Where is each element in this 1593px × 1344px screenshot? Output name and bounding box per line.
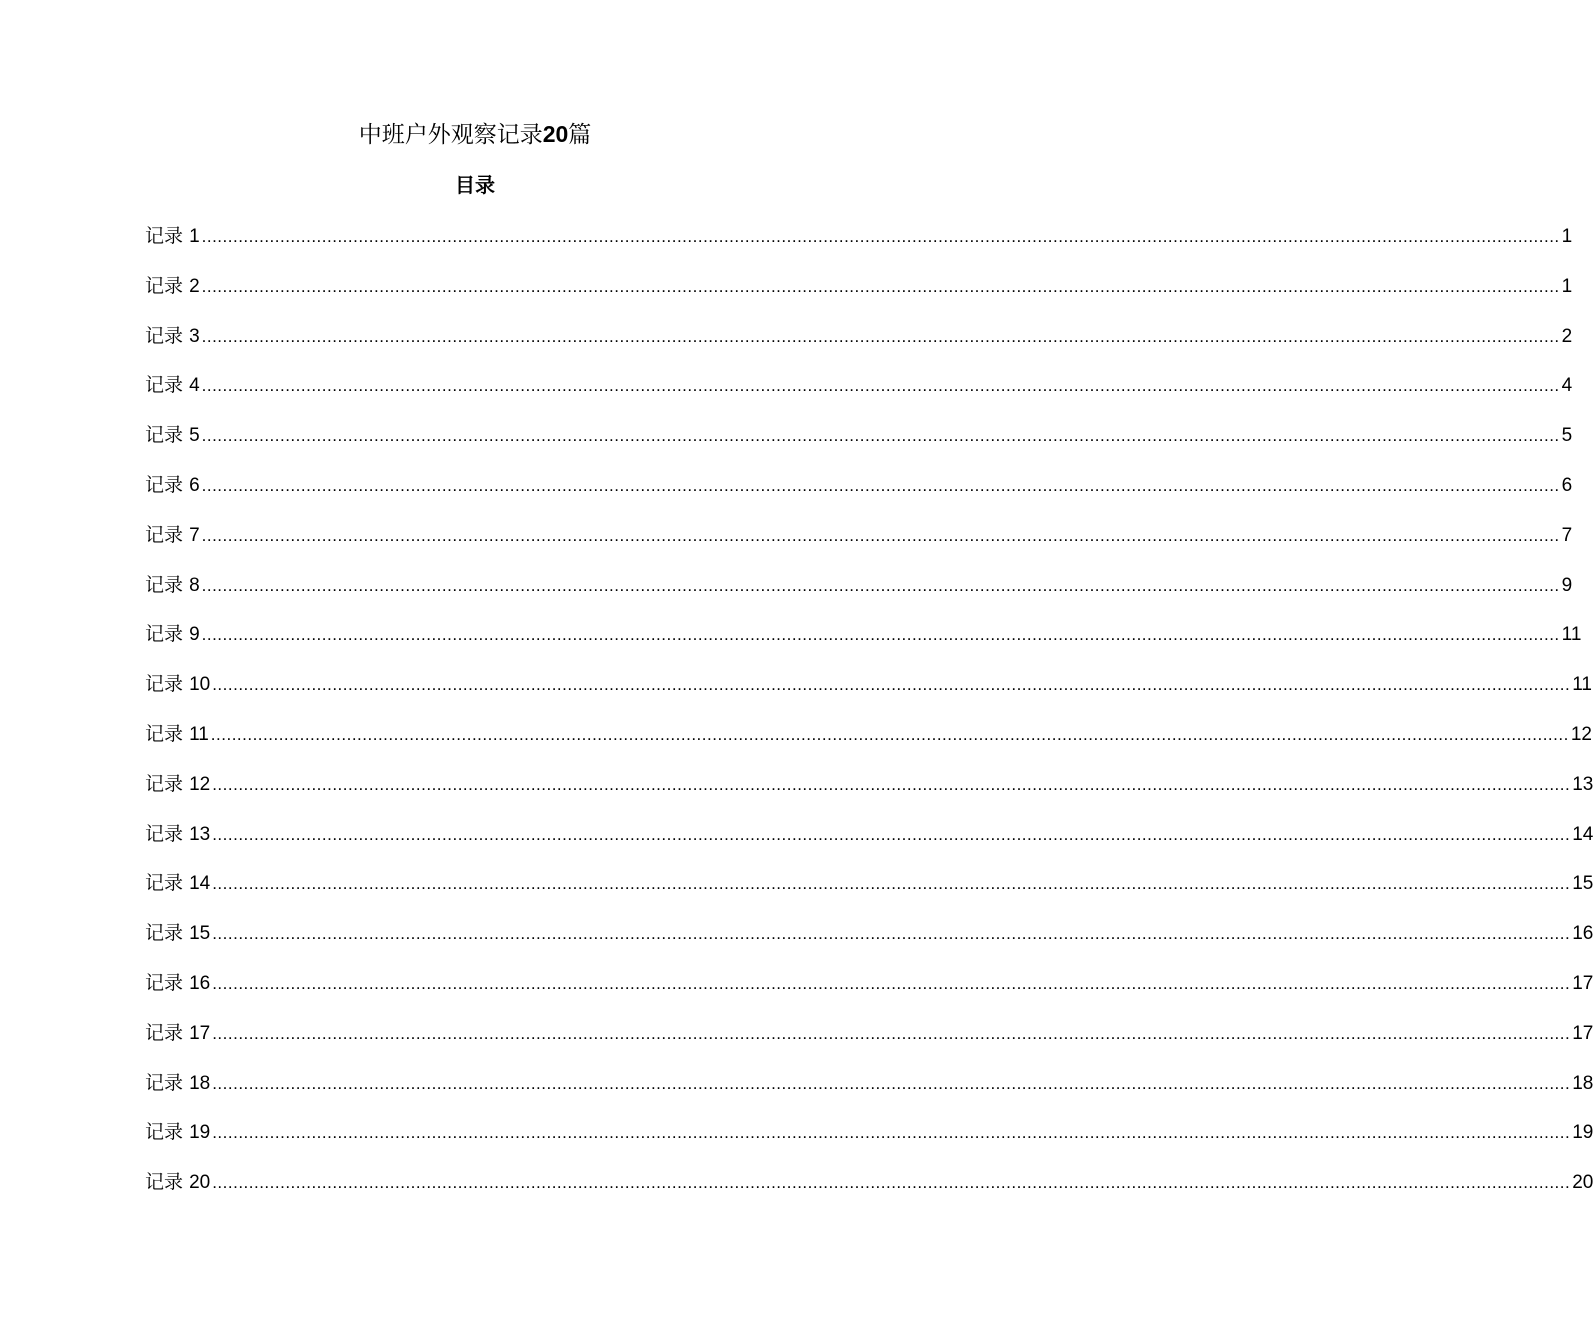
toc-entry-label-text: 记录 [145,573,184,596]
document-title [0,118,950,151]
toc-entry-page-number[interactable]: 11 [1561,624,1582,646]
toc-entry-label-text: 记录 [145,922,184,945]
toc-entry-label[interactable] [145,719,209,750]
toc-entry[interactable] [145,1068,1593,1118]
toc-entry-number: 14 [189,873,211,895]
toc-dot-leader: .................................................................................................................................................................................................................................................................... [201,575,1560,595]
toc-dot-leader: .................................................................................................................................................................................................................................................................... [201,227,1560,246]
toc-entry[interactable] [145,470,1573,520]
toc-entry-label-text: 记录 [145,623,184,646]
toc-entry-label[interactable] [145,619,200,650]
toc-entry[interactable] [145,1018,1593,1068]
toc-dot-leader: .................................................................................................................................................................................................................................................................... [210,724,1569,744]
toc-dot-leader: .................................................................................................................................................................................................................................................................... [201,276,1560,296]
toc-dot-leader: .................................................................................................................................................................................................................................................................... [212,1023,1571,1043]
toc-entry-number: 16 [189,972,211,994]
toc-entry-label-text: 记录 [145,673,184,696]
toc-entry[interactable] [145,619,1582,669]
toc-entry-label[interactable] [145,420,200,451]
toc-entry-number: 15 [189,923,211,945]
toc-entry-label-text: 记录 [145,1171,184,1194]
toc-entry-page-number[interactable]: 4 [1561,375,1573,397]
toc-entry-label-text: 记录 [145,772,184,795]
toc-dot-leader: .................................................................................................................................................................................................................................................................... [201,376,1560,396]
toc-entry[interactable] [145,221,1573,271]
toc-entry-label-text: 记录 [145,1071,184,1094]
toc-entry[interactable] [145,918,1593,968]
toc-entry-label[interactable] [145,570,200,601]
toc-entry[interactable] [145,868,1593,918]
toc-entry-page-number[interactable]: 2 [1561,325,1573,347]
toc-entry-page-number[interactable]: 7 [1561,524,1573,546]
toc-entry-label-text: 记录 [145,424,184,447]
toc-entry-number: 10 [189,674,211,696]
toc-entry-label-text: 记录 [145,523,184,546]
toc-entry[interactable] [145,570,1573,620]
toc-entry-number: 11 [189,723,209,745]
toc-entry-label[interactable] [145,1167,210,1198]
toc-entry-label[interactable] [145,271,200,302]
table-of-contents [145,221,1593,1217]
toc-entry-page-number[interactable]: 17 [1572,972,1593,994]
toc-entry-page-number[interactable]: 16 [1572,923,1593,945]
toc-entry-number: 20 [189,1172,211,1194]
toc-entry-label-text: 记录 [145,473,184,496]
toc-entry-page-number[interactable]: 14 [1572,823,1593,845]
toc-entry-label[interactable] [145,769,210,800]
toc-entry-number: 5 [189,425,200,447]
toc-entry[interactable] [145,1167,1593,1217]
toc-entry-page-number[interactable]: 19 [1572,1122,1593,1144]
toc-entry[interactable] [145,819,1593,869]
toc-entry-label[interactable] [145,669,210,700]
toc-entry-number: 7 [189,524,200,546]
toc-entry-number: 2 [189,275,200,297]
toc-entry[interactable] [145,370,1573,420]
toc-entry-label[interactable] [145,819,210,850]
toc-dot-leader: .................................................................................................................................................................................................................................................................... [201,475,1560,495]
toc-entry-number: 3 [189,325,200,347]
toc-entry-page-number[interactable]: 13 [1572,773,1593,795]
toc-entry[interactable] [145,719,1592,769]
toc-entry-number: 1 [189,226,200,247]
title-suffix: 篇 [568,122,592,148]
toc-entry-label[interactable] [145,1068,210,1099]
toc-entry-label-text: 记录 [145,971,184,994]
toc-dot-leader: .................................................................................................................................................................................................................................................................... [212,874,1571,894]
toc-dot-leader: .................................................................................................................................................................................................................................................................... [212,675,1571,695]
toc-entry-page-number[interactable]: 15 [1572,873,1593,895]
toc-entry-page-number[interactable]: 12 [1570,723,1592,745]
toc-entry[interactable] [145,769,1593,819]
toc-entry-label[interactable] [145,520,200,551]
toc-entry[interactable] [145,669,1592,719]
toc-entry-page-number[interactable]: 5 [1561,425,1573,447]
toc-entry[interactable] [145,420,1573,470]
toc-entry-number: 8 [189,574,200,596]
toc-entry-label[interactable] [145,221,200,252]
toc-entry-number: 18 [189,1072,211,1094]
toc-entry[interactable] [145,321,1573,371]
toc-entry-page-number[interactable]: 9 [1561,574,1573,596]
toc-entry[interactable] [145,968,1593,1018]
toc-entry-number: 6 [189,474,200,496]
toc-entry-number: 17 [189,1022,211,1044]
toc-entry-number: 12 [189,773,211,795]
toc-entry-label[interactable] [145,1117,210,1148]
toc-entry-number: 19 [189,1122,211,1144]
toc-entry-label-text: 记录 [145,374,184,397]
toc-entry-page-number[interactable]: 11 [1572,674,1592,696]
toc-entry-label-text: 记录 [145,722,184,745]
title-number: 20 [542,121,569,147]
toc-dot-leader: .................................................................................................................................................................................................................................................................... [212,1123,1571,1143]
toc-dot-leader: .................................................................................................................................................................................................................................................................... [212,1173,1571,1193]
toc-entry-page-number[interactable]: 18 [1572,1072,1593,1094]
toc-entry-label[interactable] [145,470,200,501]
toc-dot-leader: .................................................................................................................................................................................................................................................................... [201,625,1560,645]
toc-entry-page-number[interactable]: 17 [1572,1022,1593,1044]
toc-entry-label-text: 记录 [145,822,184,845]
toc-dot-leader: .................................................................................................................................................................................................................................................................... [201,525,1560,545]
toc-dot-leader: .................................................................................................................................................................................................................................................................... [212,774,1571,794]
toc-entry-label[interactable] [145,370,200,401]
toc-entry-label-text: 记录 [145,225,184,247]
toc-entry-label[interactable] [145,918,210,949]
toc-entry-page-number[interactable]: 20 [1572,1172,1593,1194]
toc-dot-leader: .................................................................................................................................................................................................................................................................... [212,824,1571,844]
toc-dot-leader: .................................................................................................................................................................................................................................................................... [201,326,1560,346]
toc-entry-label[interactable] [145,321,200,352]
toc-entry-label-text: 记录 [145,274,184,297]
toc-entry-page-number[interactable]: 1 [1561,275,1573,297]
toc-entry-label[interactable] [145,1018,210,1049]
toc-entry[interactable] [145,520,1573,570]
toc-entry-number: 9 [189,624,200,646]
toc-entry-label-text: 记录 [145,1121,184,1144]
toc-entry-label-text: 记录 [145,324,184,347]
toc-dot-leader: .................................................................................................................................................................................................................................................................... [212,973,1571,993]
toc-entry-number: 13 [189,823,211,845]
toc-entry-label[interactable] [145,968,210,999]
toc-dot-leader: .................................................................................................................................................................................................................................................................... [212,1073,1571,1093]
toc-entry[interactable] [145,1117,1593,1167]
toc-entry-page-number[interactable]: 1 [1561,226,1573,247]
toc-entry-label-text: 记录 [145,872,184,895]
toc-entry-number: 4 [189,375,200,397]
toc-entry[interactable] [145,271,1573,321]
toc-entry-label-text: 记录 [145,1021,184,1044]
toc-entry-label[interactable] [145,868,210,899]
toc-entry-page-number[interactable]: 6 [1561,474,1573,496]
toc-heading: 目录 [455,173,495,197]
toc-dot-leader: .................................................................................................................................................................................................................................................................... [201,426,1560,446]
toc-dot-leader: .................................................................................................................................................................................................................................................................... [212,924,1571,944]
title-text: 中班户外观察记录 [358,122,543,148]
